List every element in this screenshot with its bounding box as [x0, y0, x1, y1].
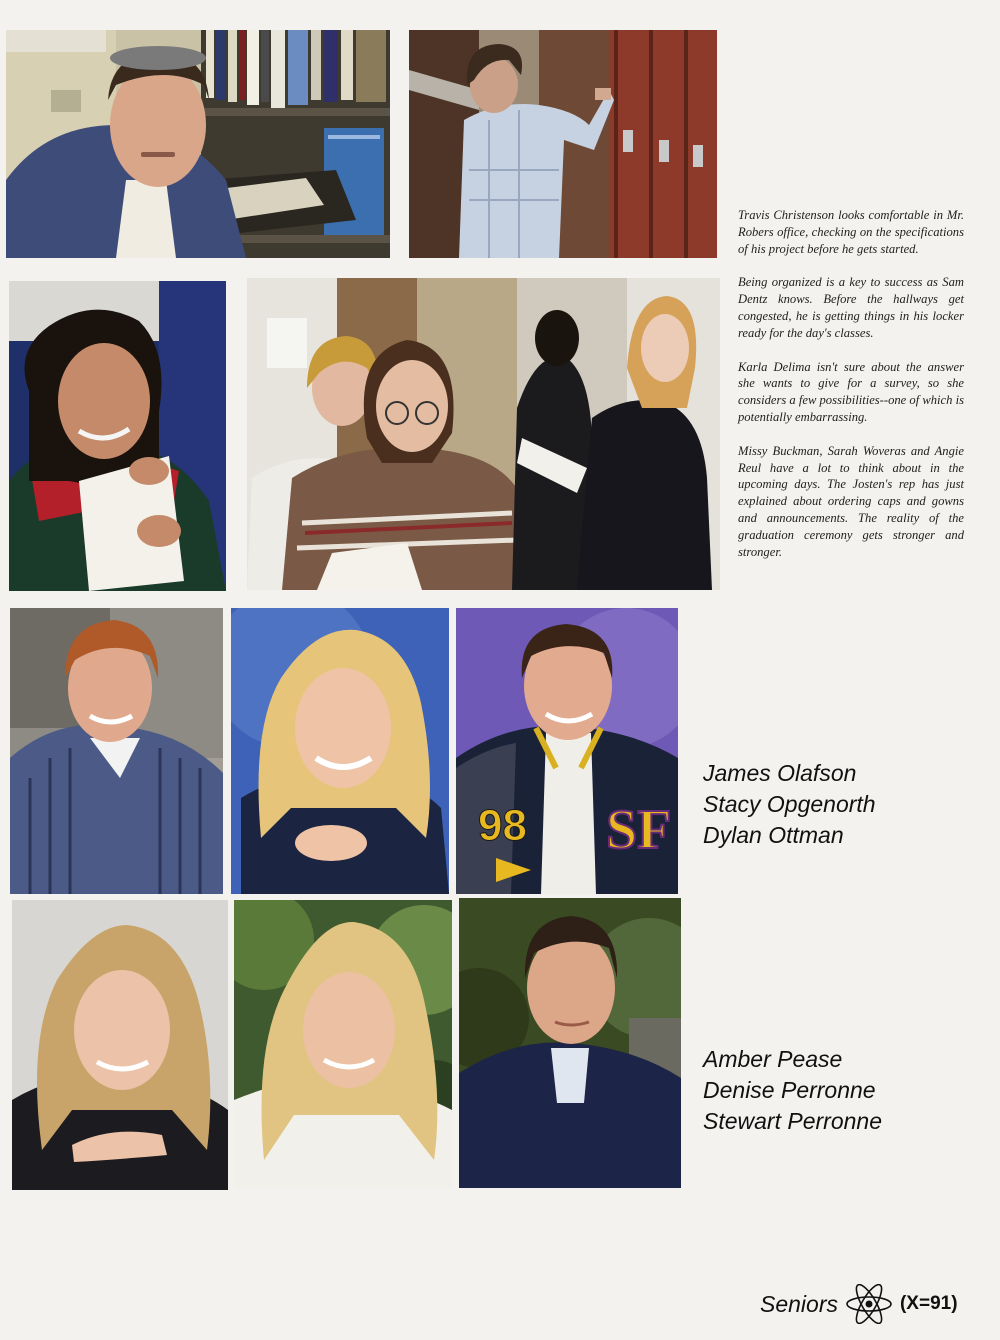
photo-sam-locker [409, 30, 717, 258]
jacket-number: 98 [478, 801, 527, 850]
name-james-olafson: James Olafson [703, 760, 857, 786]
page-footer [760, 1284, 980, 1324]
caption-karla: Karla Delima isn't sure about the answer she wants to give for a survey, so she considers a few possibilities--one of which is potentially embarrassing. [738, 359, 964, 424]
photo-travis-office [6, 30, 390, 258]
portrait-denise-perronne [234, 900, 452, 1188]
photo-seniors-graduation [247, 278, 720, 590]
portrait-dylan-ottman [456, 608, 678, 894]
name-amber-pease: Amber Pease [703, 1046, 843, 1072]
name-denise-perronne: Denise Perronne [703, 1077, 876, 1103]
name-dylan-ottman: Dylan Ottman [703, 822, 844, 848]
jacket-letters: SF [606, 799, 672, 861]
portrait-james-olafson [10, 608, 223, 894]
page-number: (X=91) [899, 1293, 958, 1314]
section-title: Seniors [760, 1290, 838, 1317]
names-row-1 [703, 758, 963, 851]
photo-captions [738, 207, 964, 577]
portrait-amber-pease [12, 900, 228, 1190]
name-stacy-opgenorth: Stacy Opgenorth [703, 791, 876, 817]
portrait-stewart-perronne [459, 898, 681, 1188]
portrait-stacy-opgenorth [231, 608, 449, 894]
names-row-2 [703, 1044, 963, 1137]
photo-karla-survey [9, 281, 226, 591]
caption-sam: Being organized is a key to success as Sam Dentz knows. Before the hallways get congested, he is getting things in his locker ready for the day's classes. [738, 275, 964, 340]
atom-icon [844, 1284, 894, 1324]
caption-travis: Travis Christenson looks comfortable in Mr. Robers office, checking on the specifications of his project before he gets started. [738, 208, 964, 256]
name-stewart-perronne: Stewart Perronne [703, 1108, 882, 1134]
caption-seniors-group: Missy Buckman, Sarah Woveras and Angie Reul have a lot to think about in the upcoming days. The Josten's rep has just explained about ordering caps and gowns and announcements. The reality of the graduation ceremony gets stronger and stronger. [738, 443, 964, 559]
